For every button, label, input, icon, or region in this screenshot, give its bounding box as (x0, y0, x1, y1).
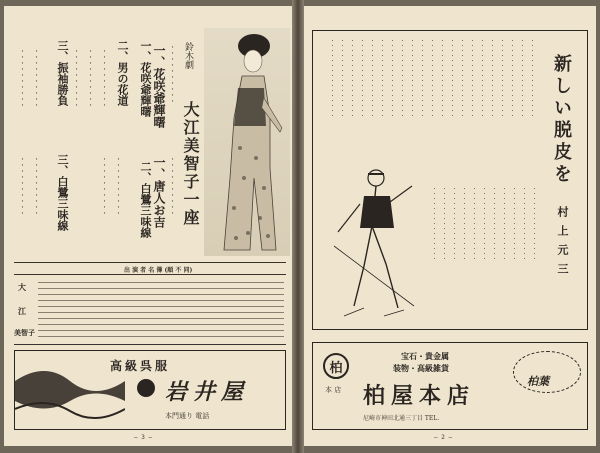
program-cast-text: ・・・・・・・・・・ (100, 48, 107, 108)
book-spine (292, 0, 304, 453)
program-item: 三、振袖勝負 (56, 40, 69, 106)
cast-table-header: 出 演 者 名 簿 (順 不 同) (124, 267, 193, 274)
iwaiya-crest-icon (137, 379, 155, 397)
center-cast-text: ・・・・・・・・・・ (168, 156, 175, 216)
program-cast-text: ・・・・・・・・・・ (32, 48, 39, 108)
right-page-number: — 2 — (434, 434, 453, 441)
cast-side-label: 美智子 (14, 328, 35, 337)
samurai-illustration (324, 156, 424, 326)
center-program-item: 一、唐人お吉 (152, 156, 166, 228)
cast-side-label: 大 (18, 282, 26, 292)
program-cast-text: ・・・・・・・・・・ (18, 48, 25, 108)
iwaiya-address: 本門通り 電話 (165, 412, 210, 420)
iwaiya-shop-name: 岩井屋 (165, 379, 250, 405)
essay-author: 村上元三 (556, 206, 569, 282)
left-page-number: — 3 — (134, 434, 153, 441)
center-program-item: 一、花咲爺輝曙 (152, 44, 166, 128)
essay-title: 新しい脱皮を (551, 54, 572, 186)
left-page (4, 6, 292, 446)
troupe-label: 鈴木劇 (183, 42, 193, 69)
kashiwaya-branch: 本 店 (325, 386, 342, 394)
program-cast-text: ・・・・・・・・・・ (32, 156, 39, 216)
center-cast-text: ・・・・・・・・・・ (168, 44, 175, 104)
program-cast-text: ・・・・・・・・・・ (72, 48, 79, 108)
actress-photo (204, 28, 290, 256)
kashiwaya-tagline-2: 装物・高級雑貨 (393, 363, 449, 373)
program-cast-text: ・・・・・・・・・・ (86, 48, 93, 108)
cast-table-rows (38, 282, 284, 342)
cast-side-label: 江 (18, 306, 26, 316)
iwaiya-ad (14, 350, 286, 430)
kashiwaya-signature: 柏葉 (527, 375, 549, 388)
kashiwaya-ad (312, 342, 588, 430)
kashiwaya-shop-name: 柏屋本店 (363, 383, 476, 409)
troupe-name: 大江美智子一座 (181, 101, 200, 227)
kashiwaya-tagline-1: 宝石・貴金属 (401, 351, 449, 361)
program-cast-text: ・・・・・・・・・・ (18, 156, 25, 216)
program-item: 一、花咲爺輝曙 (139, 40, 152, 117)
program-item: 三、白鷺三味線 (56, 154, 69, 231)
program-cast-text: ・・・・・・・・・・ (100, 156, 107, 216)
iwaiya-tagline: 高級呉服 (110, 359, 171, 373)
kashiwaya-address: 尼崎市神田北通三丁目 TEL. (363, 415, 440, 422)
program-item: 二、白鷺三味線 (139, 161, 152, 238)
right-page: 新しい脱皮を 村上元三 ・・・・・・・・・・・・・・・・ ・・・・・・・・・・・・・・・・ ・・・・・・・・・・・・・・・・ ・・・・・・・・・・・・・・・・ ・・・・・・・・・・・・・・・・ ・・・・・・・・・・・・・・・・ ・・・・・・・・・・・・・・・・ ・・・・・・・・・・・・・・・・ ・・・・・・・・・・・・・・・・ ・・・・・・・・・・・・・・・・ ・・・・・・・・・・・・・・・・ ・・・・・・・・・・・・・・・・ ・・・・・・・・・・・・・・・・ ・・・・・・・・・・・・・・・・ ・・・・・・・・・・・・・・・・ ・・・・・・・・・・・・・・・・ ・・・・・・・・・・・・・・・・ ・・・・・・・・・・・・・・・・ ・・・・・・・・・・・・・・・・ ・・・・・・・・・・・・・・・・ ・・・・・・・・・・・・・・・・ ・・・・・・・・・・・・・・・ ・・・・・・・・・・・・・・・ ・・・・・・・・・・・・・・・ ・・・・・・・・・・・・・・・ ・・・・・・・・・・・・・・・ ・・・・・・・・・・・・・・・ ・・・・・・・・・・・・・・・ ・・・・・・・・・・・・・・・ ・・・・・・・・・・・・・・・ ・・・・・・・・・・・・・・・ ・・・・・・・・・・・・・・・ 柏 本 店 宝石・貴金属 装物・高級雑貨 柏屋本店 尼崎市神田北通三丁目 TEL. 柏葉 — 2 — (304, 6, 596, 446)
kashiwaya-logo: 柏 (323, 353, 349, 379)
program-item: 二、男の花道 (116, 40, 129, 106)
program-cast-text: ・・・・・・・・・・ (114, 156, 121, 216)
